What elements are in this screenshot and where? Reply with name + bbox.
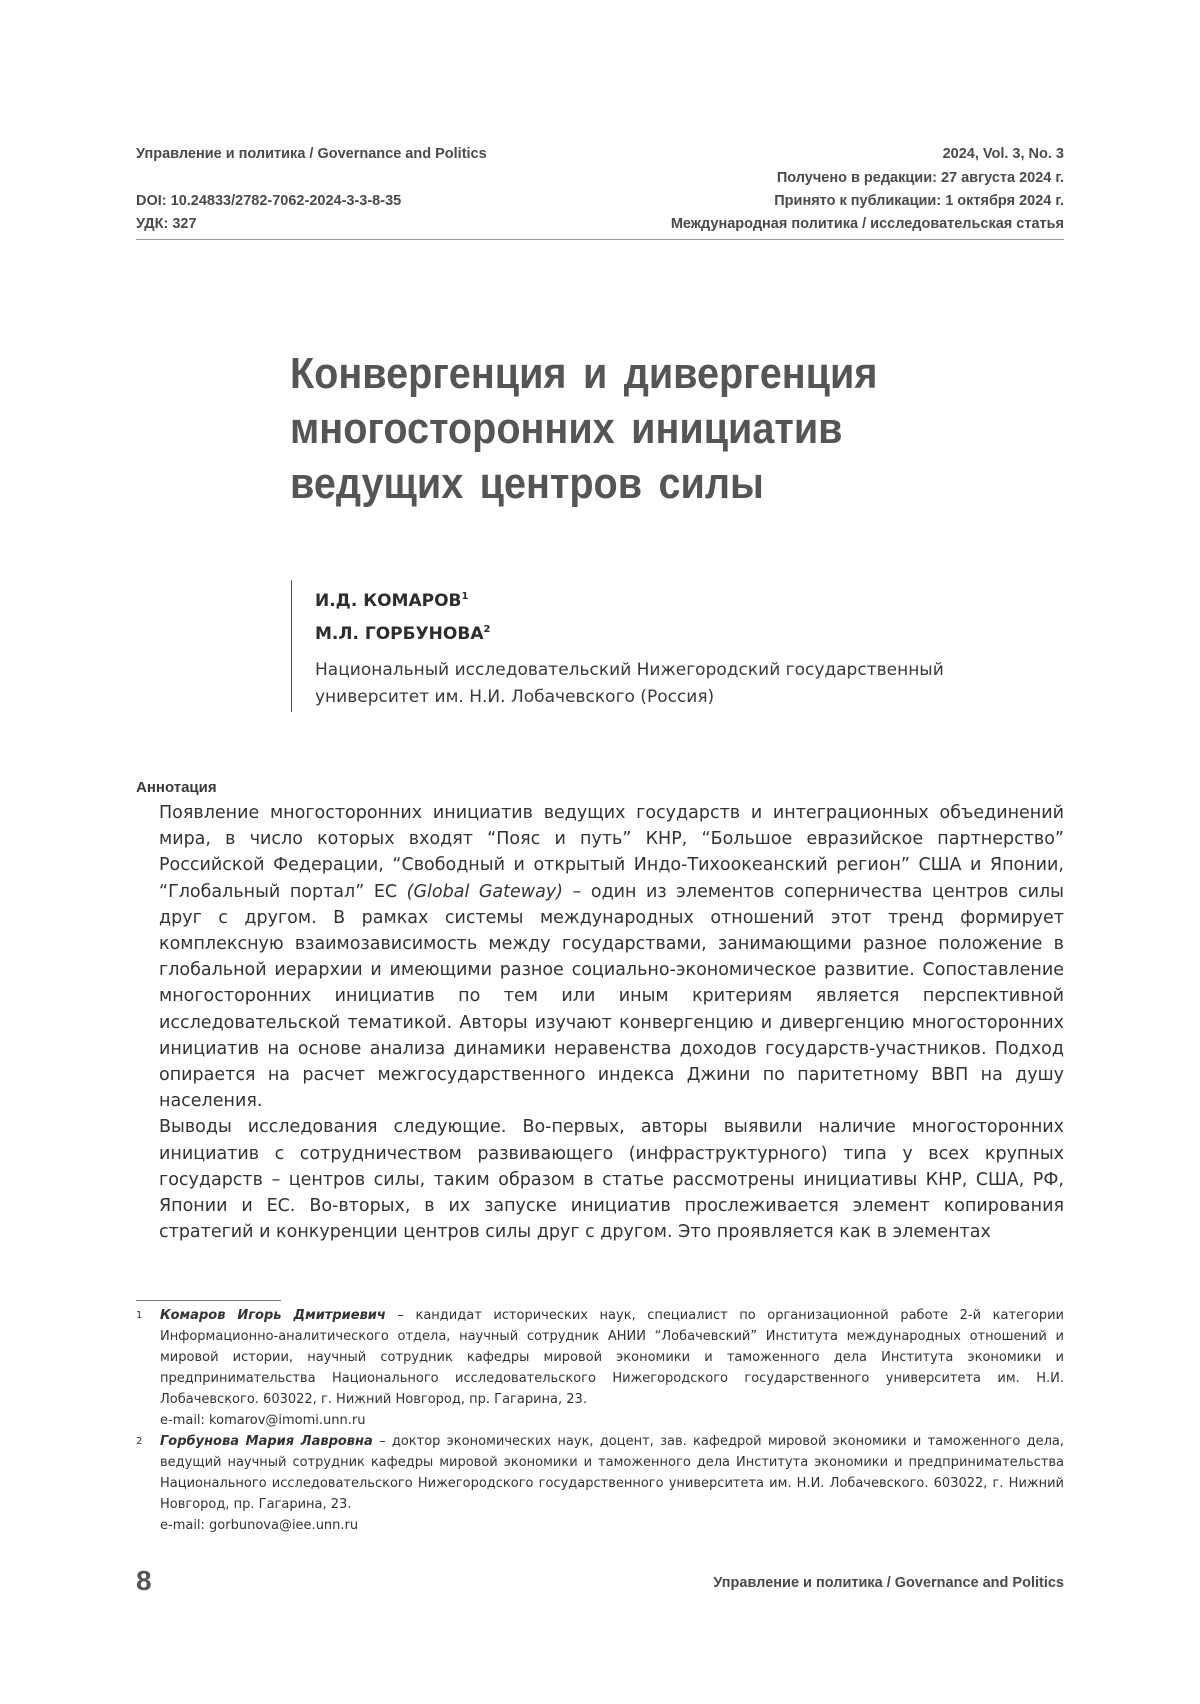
- received-date: Получено в редакции: 27 августа 2024 г.: [777, 170, 1064, 186]
- title-line-1: Конвергенция и дивергенция: [290, 349, 877, 398]
- footnote-1-text: – кандидат исторических наук, специалист по организационной работе 2-й категории Информационно-аналитического отдела, научный сотрудник АНИИ “Лобачевский” Института международных отношений и мировой истории, научный сотрудник кафедры мировой экономики и таможенного дела Института экономики и предпринимательства Национального исследовательского Нижегородского государственного университета им. Н.И. Лобачевского. 603022, г. Нижний Новгород, пр. Гагарина, 23.: [160, 1308, 1064, 1407]
- footnote-1-number: 1: [136, 1305, 142, 1326]
- abstract: [159, 800, 1064, 1245]
- affiliation-line-1: Национальный исследовательский Нижегородский государственный: [315, 660, 944, 680]
- page-number: 8: [136, 1565, 152, 1597]
- header-rule: [136, 239, 1064, 240]
- footnote-2-author: Горбунова Мария Лавровна: [160, 1434, 373, 1449]
- title-line-2: многосторонних инициатив: [290, 404, 843, 453]
- author-2: [315, 613, 1035, 646]
- udk: УДК: 327: [136, 216, 197, 232]
- title-line-3: ведущих центров силы: [290, 459, 764, 508]
- footnote-2-email: e-mail: gorbunova@iee.unn.ru: [160, 1518, 358, 1533]
- abstract-p1-italic: (Global Gateway): [407, 882, 563, 902]
- footer-journal-name: Управление и политика / Governance and Politics: [713, 1575, 1064, 1591]
- article-title: [290, 346, 992, 511]
- article-section: Международная политика / исследовательская статья: [671, 216, 1064, 232]
- abstract-paragraph-2: Выводы исследования следующие. Во-первых, авторы выявили наличие многосторонних инициатив с сотрудничеством развивающего (инфраструктурного) типа у всех крупных государств – центров силы, таким образом в статье рассмотрены инициативы КНР, США, РФ, Японии и ЕС. Во-вторых, в их запуске инициатив прослеживается элемент копирования стратегий и конкуренции центров силы друг с другом. Это проявляется как в элементах: [159, 1114, 1064, 1245]
- footnote-1-author: Комаров Игорь Дмитриевич: [160, 1308, 386, 1323]
- journal-name: Управление и политика / Governance and Politics: [136, 146, 487, 162]
- accepted-date: Принято к публикации: 1 октября 2024 г.: [774, 193, 1064, 209]
- footnote-2-number: 2: [136, 1431, 142, 1452]
- annotation-label: Аннотация: [136, 779, 217, 796]
- abstract-paragraph-1: [159, 800, 1064, 1114]
- author-block: [291, 580, 1035, 712]
- author-1-footnote-ref: 1: [462, 591, 469, 602]
- footnote-2: [136, 1431, 1064, 1536]
- author-2-footnote-ref: 2: [483, 624, 490, 635]
- abstract-p1-text-cont: – один из элементов соперничества центров силы друг с другом. В рамках системы международных отношений этот тренд формирует комплексную взаимозависимость между государствами, занимающими разное положение в глобальной иерархии и имеющими разное социально-экономическое развитие. Сопоставление многосторонних инициатив по тем или иным критериям является перспективной исследовательской тематикой. Авторы изучают конвергенцию и дивергенцию многосторонних инициатив на основе анализа динамики неравенства доходов государств-участников. Подход опирается на расчет межгосударственного индекса Джини по паритетному ВВП на душу населения.: [159, 882, 1064, 1112]
- footnote-1-email: e-mail: komarov@imomi.unn.ru: [160, 1413, 365, 1428]
- doi: DOI: 10.24833/2782-7062-2024-3-3-8-35: [136, 193, 401, 209]
- footnote-rule: [136, 1300, 281, 1301]
- abstract-p1-text: Появление многосторонних инициатив ведущих государств и интеграционных объединений мира, в число которых входят “Пояс и путь” КНР, “Большое евразийское партнерство” Российской Федерации, “Свободный и открытый Индо-Тихоокеанский регион” США и Японии, “Глобальный портал” ЕС: [159, 803, 1064, 902]
- issue-info: 2024, Vol. 3, No. 3: [943, 146, 1064, 162]
- author-1-name: И.Д. КОМАРОВ: [315, 591, 462, 611]
- footnote-2-text: – доктор экономических наук, доцент, зав. кафедрой мировой экономики и таможенного дела, ведущий научный сотрудник кафедры мировой экономики и таможенного дела Института экономики и предпринимательства Национального исследовательского Нижегородского государственного университета им. Н.И. Лобачевского. 603022, г. Нижний Новгород, пр. Гагарина, 23.: [160, 1434, 1064, 1512]
- author-2-name: М.Л. ГОРБУНОВА: [315, 624, 483, 644]
- author-1: [315, 580, 1035, 613]
- affiliation: [315, 657, 1035, 711]
- affiliation-line-2: университет им. Н.И. Лобачевского (Россия): [315, 687, 714, 707]
- footnotes: [136, 1305, 1064, 1536]
- footnote-1: [136, 1305, 1064, 1431]
